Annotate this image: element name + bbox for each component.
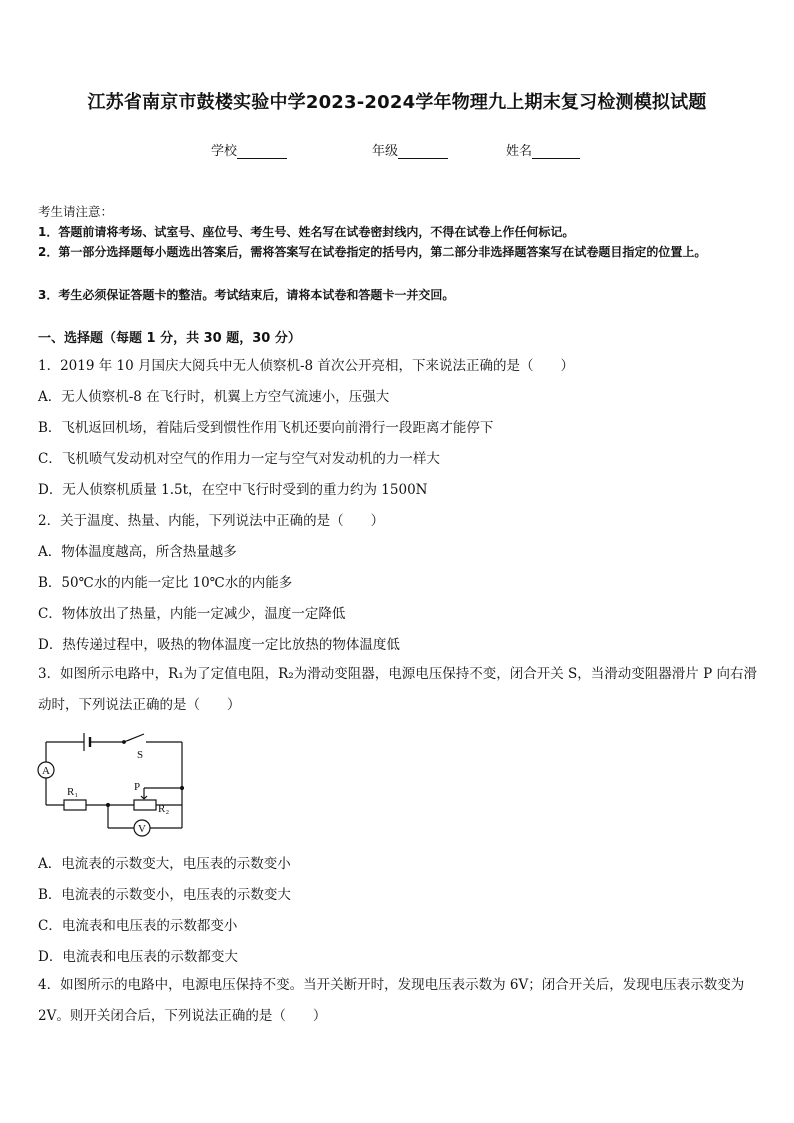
q3-option-b: B．电流表的示数变小，电压表的示数变大 — [38, 887, 291, 903]
q1-option-c: C．飞机喷气发动机对空气的作用力一定与空气对发动机的力一样大 — [38, 451, 440, 467]
slider-label: P — [134, 781, 141, 793]
q1-option-b: B．飞机返回机场，着陆后受到惯性作用飞机还要向前滑行一段距离才能停下 — [38, 420, 494, 436]
r2-label: R₂ — [158, 803, 170, 815]
q2-option-d: D．热传递过程中，吸热的物体温度一定比放热的物体温度低 — [38, 637, 400, 653]
voltmeter-label: V — [138, 823, 146, 835]
school-label: 学校 — [211, 144, 238, 159]
grade-label: 年级 — [372, 144, 399, 159]
q3-option-c: C．电流表和电压表的示数都变小 — [38, 918, 238, 934]
grade-blank — [398, 144, 448, 159]
q3-stem: 3．如图所示电路中，R₁为了定值电阻，R₂为滑动变阻器，电源电压保持不变，闭合开关 S，当滑动变阻器滑片 P 向右滑动时，下列说法正确的是（ ） — [38, 666, 757, 713]
notice-item-2: 2．第一部分选择题每小题选出答案后，需将答案写在试卷指定的括号内，第二部分非选择题答案写在试卷题目指定的位置上。 — [38, 245, 707, 259]
grade-field — [372, 140, 448, 159]
r1-label: R₁ — [67, 786, 79, 798]
resistor-r1 — [64, 800, 86, 810]
q3-circuit-diagram — [36, 728, 196, 840]
page-title: 江苏省南京市鼓楼实验中学2023-2024学年物理九上期末复习检测模拟试题 — [87, 92, 707, 113]
q2-stem: 2．关于温度、热量、内能，下列说法中正确的是（ ） — [38, 513, 385, 529]
q1-stem: 1．2019 年 10 月国庆大阅兵中无人侦察机-8 首次公开亮相，下来说法正确的是（ ） — [38, 358, 574, 374]
q4-stem: 4．如图所示的电路中，电源电压保持不变。当开关断开时，发现电压表示数为 6V；闭合开关后，发现电压表示数变为 2V。则开关闭合后，下列说法正确的是（ ） — [38, 977, 745, 1024]
section-heading: 一、选择题（每题 1 分，共 30 题，30 分） — [38, 331, 301, 346]
q3-option-a: A．电流表的示数变大，电压表的示数变小 — [38, 856, 291, 872]
q2-option-c: C．物体放出了热量，内能一定减少，温度一定降低 — [38, 606, 346, 622]
ammeter-label: A — [42, 765, 50, 777]
q3-option-d: D．电流表和电压表的示数都变大 — [38, 949, 238, 965]
q2-option-a: A．物体温度越高，所含热量越多 — [38, 544, 237, 560]
school-blank — [237, 144, 287, 159]
switch-label: S — [137, 749, 144, 761]
name-blank — [532, 144, 580, 159]
q1-option-d: D．无人侦察机质量 1.5t，在空中飞行时受到的重力约为 1500N — [38, 482, 428, 498]
name-field — [506, 140, 580, 159]
name-label: 姓名 — [506, 144, 533, 159]
q1-option-a: A．无人侦察机-8 在飞行时，机翼上方空气流速小，压强大 — [38, 389, 390, 405]
notice-item-1: 1．答题前请将考场、试室号、座位号、考生号、姓名写在试卷密封线内，不得在试卷上作任何标记。 — [38, 225, 575, 239]
switch-blade — [124, 734, 144, 742]
notice-item-3: 3．考生必须保证答题卡的整洁。考试结束后，请将本试卷和答题卡一并交回。 — [38, 288, 455, 302]
notice-heading: 考生请注意： — [38, 204, 114, 219]
q2-option-b: B．50℃水的内能一定比 10℃水的内能多 — [38, 575, 293, 591]
school-field — [211, 140, 287, 159]
rheostat-r2 — [134, 800, 156, 810]
